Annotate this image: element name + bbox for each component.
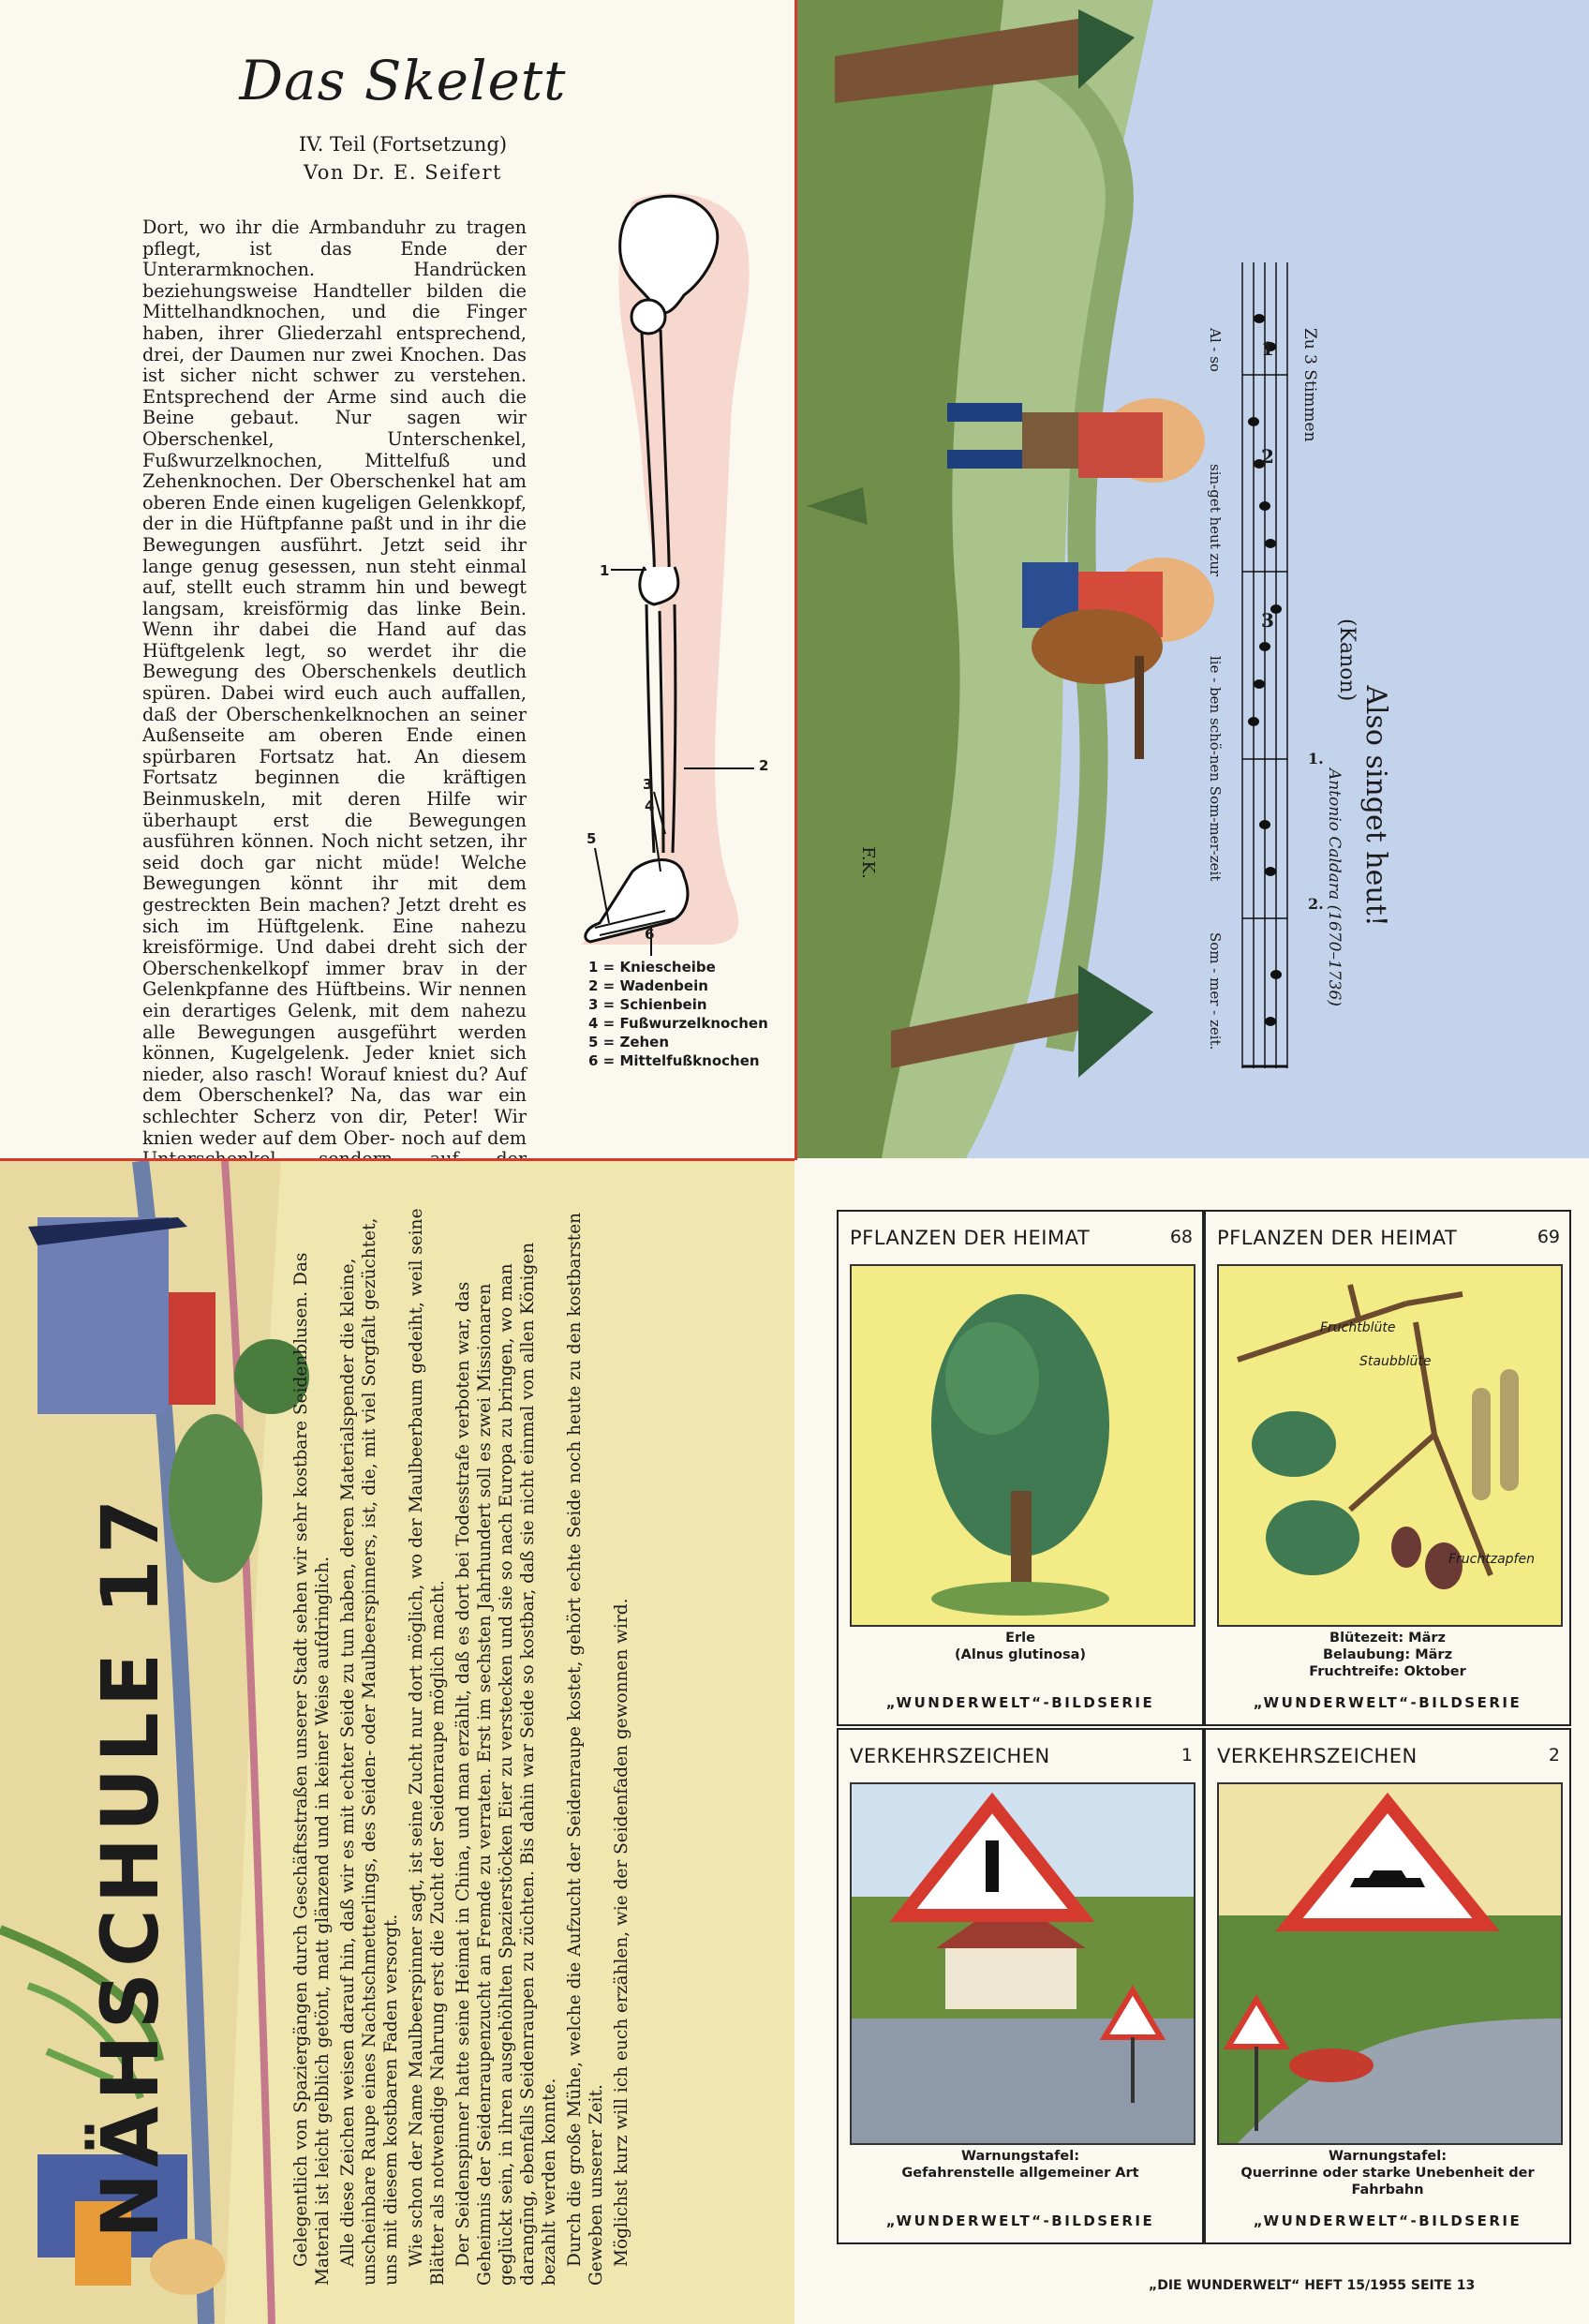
paragraph: Wie schon der Name Maulbeerspinner sagt, ist seine Zucht nur dort möglich, wo der Maulbeerbaum gedeiht, weil seine Blätter als notwendige Nahrung erst die Zucht der Seidenraupe möglich macht.	[407, 1208, 448, 2286]
road-bump-warning-scene-icon	[1219, 1784, 1561, 2143]
song-subtitle: (Kanon)	[1335, 618, 1359, 702]
legend-item: 2 = Wadenbein	[588, 977, 708, 994]
naehschule-body	[290, 1208, 632, 2286]
song-illustration-panel	[797, 0, 1589, 1158]
page-footer: „DIE WUNDERWELT“ HEFT 15/1955 SEITE 13	[1149, 2278, 1476, 2293]
paragraph: Gelegentlich von Spaziergängen durch Geschäftsstraßen unserer Stadt sehen wir sehr kostbare Seidenblusen. Das Material ist leicht gelblich getönt, matt glänzend und in keiner Weise aufdringlich.	[291, 1252, 333, 2286]
card-caption	[842, 1630, 1198, 1663]
crop-line-horizontal	[0, 1158, 794, 1161]
crop-line-vertical	[794, 0, 797, 1160]
card-series-footer: „WUNDERWELT“-BILDSERIE	[1253, 1694, 1522, 1711]
card-image	[1217, 1264, 1563, 1627]
article-body: Dort, wo ihr die Armbanduhr zu tragen pflegt, ist das Ende der Unterarmknochen. Handrücken beziehungsweise Handteller bilden die Mittelhandknochen, und die Finger haben, ihrer Gliederzahl entsprechend, drei, der Daumen nur zwei Knochen. Das ist sicher nicht schwer zu verstehen. Entsprechend der Arme sind auch die Beine gebaut. Nur sagen wir Oberschenkel, Unterschenkel, Fußwurzelknochen, Mittelfuß und Zehenknochen. Der Oberschenkel hat am oberen Ende einen kugeligen Gelenkkopf, der in die Hüftpfanne paßt und in ihr die Bewegungen ausführt. Jetzt seid ihr lange genug gesessen, nun steht einmal auf, stellt euch stramm hin und bewegt langsam, kreisförmig das linke Bein. Wenn ihr dabei die Hand auf das Hüftgelenk legt, so werdet ihr die Bewegung des Oberschenkels deutlich spüren. Dabei wird euch auch auffallen, daß der Oberschenkelknochen an seiner Außenseite am oberen Ende einen spürbaren Fortsatz hat. An diesem Fortsatz beginnen die kräftigen Beinmuskeln, mit deren Hilfe wir überhaupt erst die Bewegungen ausführen können. Noch nicht setzen, ihr seid doch gar nicht müde! Welche Bewegungen könnt ihr mit dem gestreckten Bein machen? Jetzt dreht es sich im Hüftgelenk. Eine nahezu kreisförmige. Und dabei dreht sich der Oberschenkelkopf immer brav in der Gelenkpfanne des Hüftbeins. Wir nennen ein derartiges Gelenk, mit dem nahezu alle Bewegungen ausgeführt werden können, Kugelgelenk. Jeder kniet sich nieder, also rasch! Worauf kniest du? Auf dem Oberschenkel? Na, das war ein schlechter Scherz von dir, Peter! Wir knien weder auf dem Ober- noch auf dem	[142, 216, 527, 1149]
card-image	[1217, 1782, 1563, 2145]
image-label-fruchtbluete: Fruchtblüte	[1320, 1320, 1396, 1335]
card-series-footer: „WUNDERWELT“-BILDSERIE	[885, 1694, 1155, 1711]
legend-item: 3 = Schienbein	[588, 996, 707, 1013]
leg-label-5: 5	[587, 830, 597, 847]
road-warning-scene-icon	[852, 1784, 1194, 2143]
card-image	[850, 1264, 1195, 1627]
song-title: Also singet heut!	[1359, 685, 1392, 927]
leg-skeleton-illustration	[543, 178, 796, 956]
legend-item: 4 = Fußwurzelknochen	[588, 1015, 768, 1032]
card-verkehrszeichen-2	[1204, 1728, 1571, 2244]
illustrator-signature: F.K.	[857, 846, 878, 879]
legend-item: 1 = Kniescheibe	[588, 959, 716, 976]
card-caption	[1210, 1630, 1566, 1680]
card-series: PFLANZEN DER HEIMAT	[1217, 1227, 1458, 1249]
card-number: 2	[1548, 1745, 1560, 1765]
legend-item: 5 = Zehen	[588, 1034, 670, 1050]
card-series: VERKEHRSZEICHEN	[850, 1745, 1050, 1767]
caption-line: Gefahrenstelle allgemeiner Art	[901, 2166, 1139, 2181]
lyric-4: Som - mer - zeit.	[1207, 932, 1224, 1050]
card-series-footer: „WUNDERWELT“-BILDSERIE	[885, 2212, 1155, 2229]
card-number: 69	[1537, 1227, 1560, 1247]
card-erle-details	[1204, 1210, 1571, 1726]
article-author: Von Dr. E. Seifert	[304, 161, 502, 184]
card-image	[850, 1782, 1195, 2145]
caption-line: Querrinne oder starke Unebenheit der Fahrbahn	[1240, 2166, 1535, 2197]
leg-label-2: 2	[759, 757, 769, 774]
canon-marker-3: 3	[1261, 609, 1274, 632]
music-staff	[1233, 262, 1308, 1068]
lyric-3: lie - ben schö-nen Som-mer-zeit	[1207, 656, 1224, 882]
article-title: Das Skelett	[239, 49, 567, 112]
volta-1: 1.	[1308, 750, 1324, 767]
paragraph: Der Seidenspinner hatte seine Heimat in China, und man erzählt, daß es dort bei Todesstrafe verboten war, das Geheimnis der Seidenraupenzucht an Fremde zu verraten. Erst im sechsten Jahrhundert soll es zwei Missionaren geglückt sein, in ihren ausgehöhlten Spazierstöcken Eier zu verstecken und sie so nach Europa zu bringen, wo man darangīng, ebenfalls Seidenraupen zu züchten. Bis dahin war Seide so kostbar, daß sie nicht einmal von allen Königen bezahlt werden konnte.	[453, 1242, 559, 2286]
caption-line: Belaubung: März	[1322, 1647, 1453, 1662]
card-series: VERKEHRSZEICHEN	[1217, 1745, 1418, 1767]
bone-legend	[588, 958, 768, 1070]
image-label-fruchtzapfen: Fruchtzapfen	[1448, 1552, 1535, 1567]
leg-label-4: 4	[645, 797, 655, 814]
card-verkehrszeichen-1	[837, 1728, 1204, 2244]
caption-line: Erle	[1005, 1631, 1035, 1646]
lyric-1: Al - so	[1207, 328, 1224, 372]
song-composer: Antonio Caldara (1670–1736)	[1325, 768, 1344, 1006]
canon-marker-2: 2	[1261, 445, 1274, 468]
leg-label-6: 6	[645, 926, 655, 943]
caption-line: Warnungstafel:	[1328, 2149, 1448, 2164]
card-series: PFLANZEN DER HEIMAT	[850, 1227, 1091, 1249]
card-series-footer: „WUNDERWELT“-BILDSERIE	[1253, 2212, 1522, 2229]
article-part: IV. Teil (Fortsetzung)	[298, 133, 508, 156]
card-erle	[837, 1210, 1204, 1726]
volta-2: 2.	[1308, 895, 1324, 913]
collector-cards	[797, 1161, 1589, 2324]
caption-line: (Alnus glutinosa)	[954, 1647, 1087, 1662]
card-number: 68	[1169, 1227, 1193, 1247]
leg-label-1: 1	[600, 562, 610, 579]
naehschule-title: NÄHSCHULE 17	[84, 1493, 176, 2239]
article-skelett	[0, 0, 794, 1158]
card-caption	[842, 2148, 1198, 2182]
caption-line: Warnungstafel:	[960, 2149, 1080, 2164]
song-voices: Zu 3 Stimmen	[1300, 328, 1319, 442]
leg-label-3: 3	[643, 776, 653, 793]
image-label-staubbluete: Staubblüte	[1359, 1354, 1432, 1369]
card-caption	[1210, 2148, 1566, 2198]
legend-item: 6 = Mittelfußknochen	[588, 1052, 760, 1069]
paragraph: Möglichst kurz will ich euch erzählen, wie der Seidenfaden gewonnen wird.	[612, 1598, 631, 2267]
card-number: 1	[1181, 1745, 1193, 1765]
article-naehschule	[0, 1161, 794, 2324]
caption-line: Blütezeit: März	[1329, 1631, 1446, 1646]
lyric-2: sin-get heut zur	[1207, 464, 1224, 577]
paragraph: Durch die große Mühe, welche die Aufzucht der Seidenraupe kostet, gehört echte Seide noch heute zu den kostbarsten Geweben unserer Zeit.	[565, 1212, 606, 2286]
alder-tree-icon	[852, 1266, 1194, 1625]
caption-line: Fruchtreife: Oktober	[1309, 1664, 1466, 1679]
canon-marker-1: 1	[1261, 337, 1274, 360]
paragraph: Alle diese Zeichen weisen darauf hin, daß wir es mit echter Seide zu tun haben, deren Materialspender die kleine, unscheinbare Raupe eines Nachtschmetterlings, des Seiden- oder Maulbeerspinners, ist, die, mit viel Sorgfalt gezüchtet, uns mit diesem kostbaren Faden versorgt.	[338, 1217, 401, 2286]
song-notation-block	[1111, 19, 1561, 1143]
